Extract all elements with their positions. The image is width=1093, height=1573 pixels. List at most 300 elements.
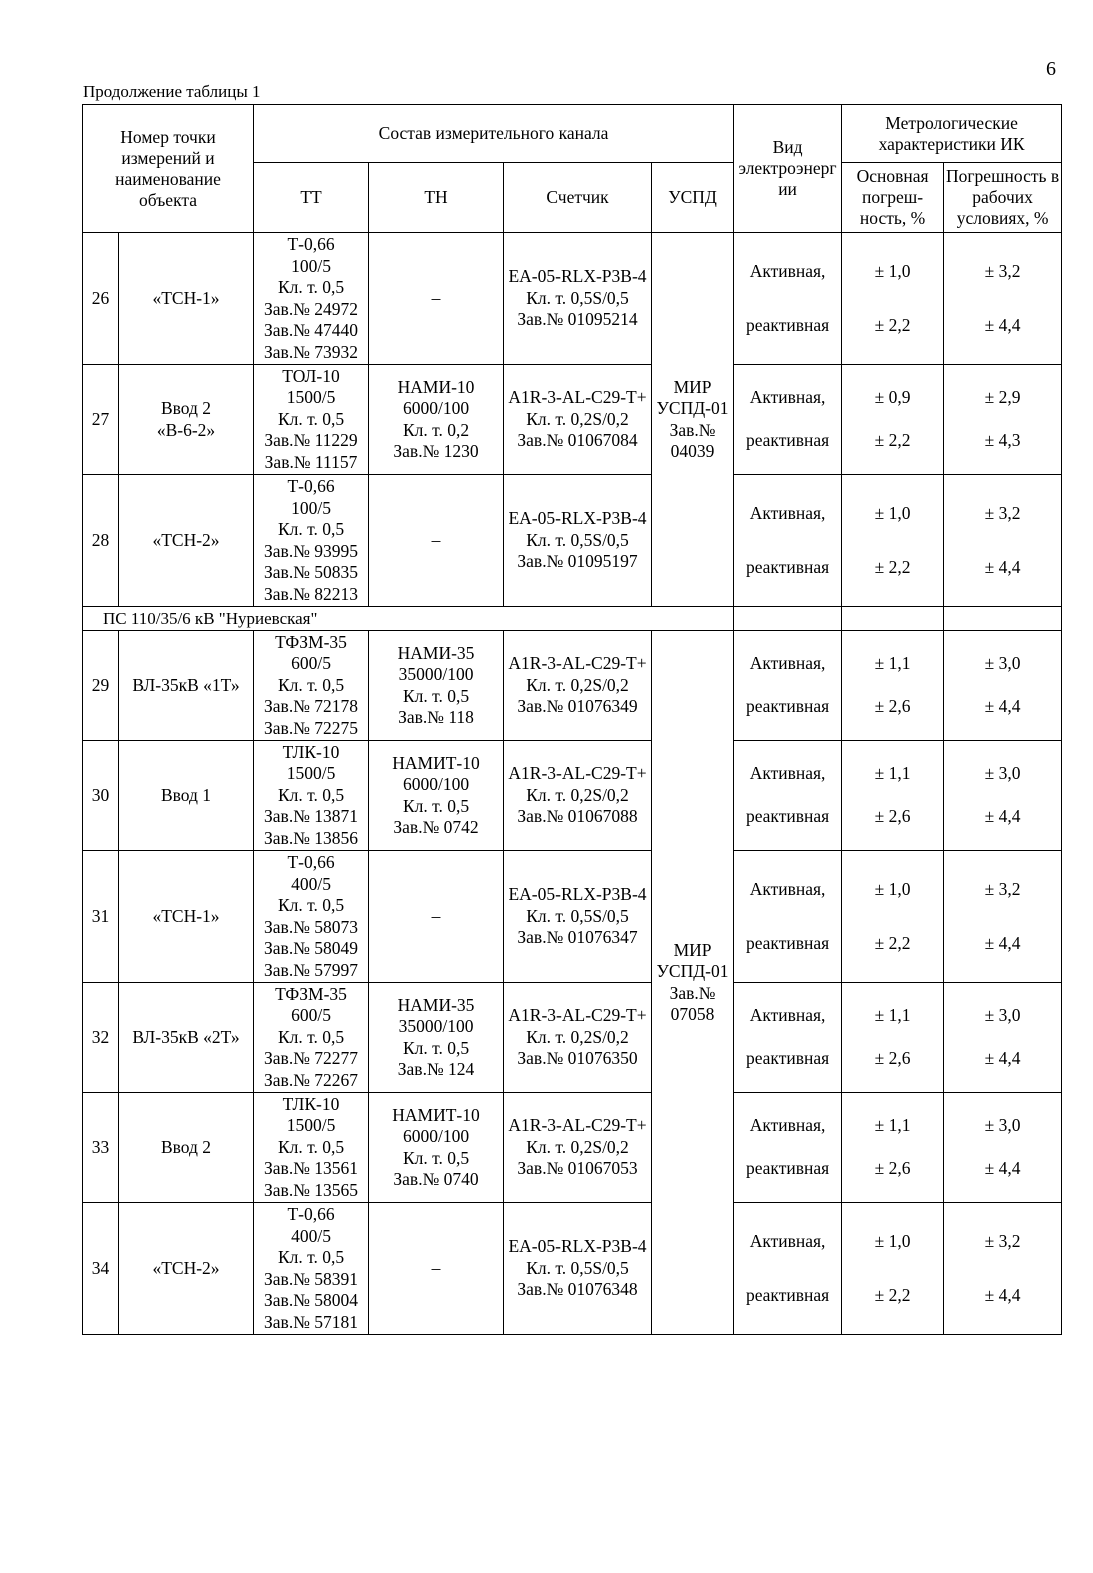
- cell-line: Кл. т. 0,5: [402, 1147, 470, 1168]
- cell-line: Зав.№ 13565: [264, 1179, 359, 1200]
- value: реактивная: [745, 696, 830, 717]
- value-pair: [944, 863, 1061, 971]
- cell-line: «ТСН-2»: [152, 529, 220, 550]
- header-uspd: УСПД: [652, 163, 734, 233]
- energy-type-cell: [734, 741, 842, 851]
- value: Активная,: [749, 763, 826, 784]
- header-row-1: [83, 105, 1062, 163]
- cell-line: НАМИТ-10: [392, 1104, 480, 1125]
- cell-line: Зав.№ 58073: [264, 916, 359, 937]
- cell-line: Кл. т. 0,5S/0,5: [526, 905, 629, 926]
- cell-line: Зав.№ 0740: [393, 1169, 479, 1189]
- cell-line: 1500/5: [286, 763, 336, 784]
- value-pair: [944, 1215, 1061, 1323]
- value-pair: [944, 1105, 1061, 1191]
- value-pair: [842, 643, 943, 729]
- energy-blank-cell: [734, 607, 842, 631]
- meter-cell: [504, 233, 652, 365]
- cell-line: Кл. т. 0,2S/0,2: [526, 784, 629, 805]
- value: ± 4,4: [984, 1158, 1021, 1179]
- cell-line: Кл. т. 0,5S/0,5: [526, 287, 629, 308]
- table-row: [83, 1203, 1062, 1335]
- cell-line: ВЛ-35кВ «2Т»: [132, 1026, 240, 1047]
- tn-cell: [369, 741, 504, 851]
- cell-line: ТФЗМ-35: [275, 631, 347, 652]
- cell-line: Зав.№ 01067088: [517, 806, 638, 827]
- meter-cell: [504, 475, 652, 607]
- cell-line: А1R-3-AL-C29-T+: [508, 653, 647, 674]
- energy-type-cell: [734, 365, 842, 475]
- value: ± 3,0: [984, 763, 1021, 784]
- point-number: 29: [83, 631, 119, 741]
- energy-type-cell: [734, 233, 842, 365]
- point-name: [119, 631, 254, 741]
- value-pair: [734, 643, 841, 729]
- basic-error-cell: [842, 983, 944, 1093]
- cell-line: Зав.№ 01095197: [517, 551, 638, 572]
- value: Активная,: [749, 1005, 826, 1026]
- work-error-cell: [944, 741, 1062, 851]
- value-pair: [944, 377, 1061, 463]
- cell-line: Зав.№ 72178: [264, 696, 359, 717]
- value: ± 2,6: [874, 696, 911, 717]
- cell-line: 600/5: [291, 653, 331, 674]
- energy-type-cell: [734, 1203, 842, 1335]
- point-number: 27: [83, 365, 119, 475]
- basic-error-cell: [842, 475, 944, 607]
- point-number: 32: [83, 983, 119, 1093]
- meter-cell: [504, 1093, 652, 1203]
- tn-cell: [369, 983, 504, 1093]
- cell-line: НАМИ-10: [397, 376, 475, 397]
- value-pair: [944, 487, 1061, 595]
- cell-line: Зав.№ 72275: [264, 717, 359, 738]
- cell-line: 6000/100: [402, 398, 470, 418]
- cell-line: 35000/100: [398, 664, 474, 684]
- cell-line: 07058: [670, 1004, 715, 1024]
- cell-line: «В-6-2»: [156, 419, 216, 440]
- header-basic-error: Основная погреш- ность, %: [842, 163, 944, 233]
- cell-line: Зав.№ 01067084: [517, 430, 638, 451]
- value: реактивная: [745, 932, 830, 953]
- tn-cell: [369, 631, 504, 741]
- value: ± 1,0: [874, 878, 911, 899]
- value-pair: [734, 863, 841, 971]
- value-pair: [842, 995, 943, 1081]
- page-number: 6: [1046, 58, 1056, 80]
- cell-line: 1500/5: [286, 1115, 336, 1136]
- value: ± 0,9: [874, 387, 911, 408]
- cell-line: Зав.№: [669, 982, 716, 1003]
- value-pair: [734, 1105, 841, 1191]
- value-pair: [734, 377, 841, 463]
- value: ± 3,0: [984, 1005, 1021, 1026]
- cell-line: ЕА-05-RLX-Р3В-4: [508, 1236, 647, 1257]
- cell-line: 6000/100: [402, 774, 470, 794]
- point-name: [119, 1093, 254, 1203]
- point-name: [119, 365, 254, 475]
- value: ± 2,2: [874, 932, 911, 953]
- cell-line: Зав.№ 01095214: [517, 309, 638, 330]
- value: Активная,: [749, 1115, 826, 1136]
- cell-line: Зав.№ 01076348: [517, 1279, 638, 1300]
- cell-line: «ТСН-1»: [152, 287, 220, 308]
- cell-line: 1500/5: [286, 387, 336, 408]
- cell-line: «ТСН-1»: [152, 905, 220, 926]
- value: ± 4,4: [984, 1048, 1021, 1069]
- cell-line: Кл. т. 0,5: [402, 685, 470, 706]
- cell-line: 35000/100: [398, 1016, 474, 1036]
- value: ± 4,4: [984, 932, 1021, 953]
- tt-cell: [254, 741, 369, 851]
- cell-line: Кл. т. 0,2S/0,2: [526, 408, 629, 429]
- cell-line: Зав.№ 01076347: [517, 927, 638, 948]
- cell-line: Зав.№ 82213: [264, 583, 359, 604]
- value: ± 3,0: [984, 1115, 1021, 1136]
- meter-cell: [504, 365, 652, 475]
- value: реактивная: [745, 430, 830, 451]
- work-error-cell: [944, 365, 1062, 475]
- value: Активная,: [749, 502, 826, 523]
- section-label: ПС 110/35/6 кВ "Нуриевская": [83, 607, 734, 631]
- cell-line: Зав.№ 93995: [264, 540, 359, 561]
- table-row: [83, 741, 1062, 851]
- table-row: [83, 983, 1062, 1093]
- tt-cell: [254, 631, 369, 741]
- header-work-error: Погрешность в рабочих условиях, %: [944, 163, 1062, 233]
- energy-type-cell: [734, 851, 842, 983]
- cell-line: –: [431, 905, 441, 926]
- value: ± 1,0: [874, 502, 911, 523]
- cell-line: –: [431, 1257, 441, 1278]
- cell-line: Т-0,66: [287, 234, 335, 254]
- cell-line: Зав.№ 1230: [393, 441, 479, 461]
- tt-cell: [254, 233, 369, 365]
- value-pair: [734, 1215, 841, 1323]
- cell-line: УСПД-01: [656, 398, 729, 418]
- cell-line: Кл. т. 0,5: [277, 1136, 345, 1157]
- point-number: 33: [83, 1093, 119, 1203]
- header-energy-type: Вид электроэнерг ии: [734, 105, 842, 233]
- cell-line: 04039: [670, 441, 715, 461]
- value: ± 1,1: [874, 1005, 911, 1026]
- cell-line: НАМИ-35: [397, 994, 475, 1015]
- value-pair: [944, 643, 1061, 729]
- value: ± 2,2: [874, 314, 911, 335]
- value-pair: [944, 995, 1061, 1081]
- value-pair: [842, 753, 943, 839]
- basic-error-cell: [842, 741, 944, 851]
- cell-line: Ввод 2: [160, 1136, 212, 1157]
- cell-line: ТФЗМ-35: [275, 983, 347, 1004]
- cell-line: Кл. т. 0,5: [277, 408, 345, 429]
- value: ± 4,4: [984, 314, 1021, 335]
- tt-cell: [254, 365, 369, 475]
- value: ± 1,1: [874, 1115, 911, 1136]
- cell-line: ВЛ-35кВ «1Т»: [132, 674, 240, 695]
- cell-line: Зав.№ 01076350: [517, 1048, 638, 1069]
- header-metrology: Метрологические характеристики ИК: [842, 105, 1062, 163]
- value: ± 2,2: [874, 1284, 911, 1305]
- value: ± 2,2: [874, 556, 911, 577]
- table-row: [83, 851, 1062, 983]
- measurement-table: [82, 104, 1062, 1335]
- value: ± 3,0: [984, 653, 1021, 674]
- tt-cell: [254, 1093, 369, 1203]
- cell-line: 400/5: [291, 1225, 331, 1246]
- cell-line: Ввод 2: [160, 398, 212, 418]
- point-number: 26: [83, 233, 119, 365]
- value: ± 4,4: [984, 806, 1021, 827]
- cell-line: ЕА-05-RLX-Р3В-4: [508, 884, 647, 905]
- work-error-cell: [944, 851, 1062, 983]
- value: ± 3,2: [984, 1230, 1021, 1251]
- value: ± 4,4: [984, 1284, 1021, 1305]
- cell-line: ТЛК-10: [282, 1093, 340, 1114]
- point-number: 28: [83, 475, 119, 607]
- cell-line: Зав.№ 01076349: [517, 696, 638, 717]
- cell-line: Т-0,66: [287, 852, 335, 872]
- cell-line: Зав.№ 01067053: [517, 1158, 638, 1179]
- work-error-cell: [944, 631, 1062, 741]
- value: реактивная: [745, 1048, 830, 1069]
- table-row: [83, 475, 1062, 607]
- section-row: [83, 607, 1062, 631]
- cell-line: 100/5: [291, 497, 331, 518]
- cell-line: Кл. т. 0,5: [277, 519, 345, 539]
- cell-line: Т-0,66: [287, 476, 335, 496]
- cell-line: Кл. т. 0,5: [277, 1026, 345, 1047]
- value-pair: [842, 245, 943, 353]
- value: ± 4,4: [984, 696, 1021, 717]
- tn-cell: [369, 1203, 504, 1335]
- basic-error-cell: [842, 365, 944, 475]
- point-name: [119, 983, 254, 1093]
- header-channel: Состав измерительного канала: [254, 105, 734, 163]
- cell-line: Зав.№ 47440: [264, 320, 359, 340]
- table-row: [83, 365, 1062, 475]
- meter-cell: [504, 741, 652, 851]
- work-error-cell: [944, 983, 1062, 1093]
- value: ± 3,2: [984, 260, 1021, 281]
- tt-cell: [254, 1203, 369, 1335]
- work-error-cell: [944, 1203, 1062, 1335]
- cell-line: Зав.№ 24972: [264, 298, 359, 319]
- tn-cell: [369, 475, 504, 607]
- point-name: [119, 741, 254, 851]
- value-pair: [842, 1105, 943, 1191]
- cell-line: Зав.№ 72277: [264, 1048, 359, 1069]
- value-pair: [842, 377, 943, 463]
- value: реактивная: [745, 556, 830, 577]
- tt-cell: [254, 851, 369, 983]
- metro-blank-cell: [944, 607, 1062, 631]
- cell-line: Зав.№ 50835: [264, 562, 359, 582]
- tt-cell: [254, 475, 369, 607]
- cell-line: Зав.№: [669, 419, 716, 440]
- tt-cell: [254, 983, 369, 1093]
- value: реактивная: [745, 314, 830, 335]
- cell-line: УСПД-01: [656, 961, 729, 981]
- tn-cell: [369, 233, 504, 365]
- cell-line: ЕА-05-RLX-Р3В-4: [508, 266, 647, 287]
- energy-type-cell: [734, 983, 842, 1093]
- cell-line: Кл. т. 0,5S/0,5: [526, 529, 629, 550]
- cell-line: Зав.№ 124: [397, 1059, 475, 1079]
- cell-line: «ТСН-2»: [152, 1257, 220, 1278]
- meter-cell: [504, 851, 652, 983]
- basic-error-cell: [842, 631, 944, 741]
- value: ± 4,4: [984, 556, 1021, 577]
- work-error-cell: [944, 233, 1062, 365]
- cell-line: ТОЛ-10: [282, 365, 340, 386]
- uspd-cell: [652, 233, 734, 607]
- cell-line: А1R-3-AL-C29-T+: [508, 1115, 647, 1136]
- value: ± 3,2: [984, 878, 1021, 899]
- table-caption: Продолжение таблицы 1: [83, 82, 261, 101]
- table-row: [83, 631, 1062, 741]
- value: ± 1,1: [874, 653, 911, 674]
- cell-line: Кл. т. 0,5: [402, 1037, 470, 1058]
- cell-line: 6000/100: [402, 1126, 470, 1146]
- cell-line: Зав.№ 0742: [393, 817, 479, 837]
- value: ± 1,0: [874, 1230, 911, 1251]
- value-pair: [842, 863, 943, 971]
- value-pair: [944, 245, 1061, 353]
- value-pair: [734, 753, 841, 839]
- point-name: [119, 851, 254, 983]
- cell-line: Кл. т. 0,5S/0,5: [526, 1257, 629, 1278]
- cell-line: Зав.№ 11157: [264, 451, 358, 472]
- tn-cell: [369, 1093, 504, 1203]
- cell-line: Кл. т. 0,2S/0,2: [526, 1026, 629, 1047]
- cell-line: Кл. т. 0,5: [277, 784, 345, 805]
- cell-line: ЕА-05-RLX-Р3В-4: [508, 508, 647, 529]
- cell-line: Зав.№ 72267: [264, 1069, 359, 1090]
- value: Активная,: [749, 1230, 826, 1251]
- cell-line: Ввод 1: [160, 784, 212, 805]
- cell-line: –: [431, 529, 441, 550]
- table-row: [83, 1093, 1062, 1203]
- cell-line: Кл. т. 0,2: [402, 419, 470, 440]
- value: ± 3,2: [984, 502, 1021, 523]
- value: Активная,: [749, 260, 826, 281]
- value: реактивная: [745, 1284, 830, 1305]
- cell-line: МИР: [673, 376, 712, 397]
- cell-line: Зав.№ 13856: [264, 827, 359, 848]
- table-row: [83, 233, 1062, 365]
- basic-error-cell: [842, 1203, 944, 1335]
- energy-type-cell: [734, 475, 842, 607]
- header-point-name: Номер точки измерений и наименование объекта: [83, 105, 254, 233]
- cell-line: А1R-3-AL-C29-T+: [508, 1005, 647, 1026]
- value-pair: [734, 245, 841, 353]
- cell-line: НАМИТ-10: [392, 752, 480, 773]
- value-pair: [734, 995, 841, 1081]
- tn-cell: [369, 365, 504, 475]
- cell-line: Зав.№ 58391: [264, 1268, 359, 1289]
- tn-cell: [369, 851, 504, 983]
- cell-line: Кл. т. 0,2S/0,2: [526, 674, 629, 695]
- cell-line: Зав.№ 58004: [264, 1290, 359, 1310]
- cell-line: 400/5: [291, 873, 331, 894]
- cell-line: Зав.№ 13871: [264, 806, 359, 827]
- value: ± 2,6: [874, 1048, 911, 1069]
- header-tt: ТТ: [254, 163, 369, 233]
- value: ± 1,1: [874, 763, 911, 784]
- basic-error-cell: [842, 851, 944, 983]
- value: ± 2,2: [874, 430, 911, 451]
- value: реактивная: [745, 806, 830, 827]
- point-number: 34: [83, 1203, 119, 1335]
- cell-line: Кл. т. 0,5: [277, 1247, 345, 1267]
- point-name: [119, 1203, 254, 1335]
- value: ± 2,6: [874, 806, 911, 827]
- basic-error-cell: [842, 1093, 944, 1203]
- energy-type-cell: [734, 631, 842, 741]
- cell-line: Зав.№ 13561: [264, 1158, 359, 1179]
- point-name: [119, 233, 254, 365]
- value-pair: [842, 1215, 943, 1323]
- value: ± 2,9: [984, 387, 1021, 408]
- work-error-cell: [944, 1093, 1062, 1203]
- value: Активная,: [749, 653, 826, 674]
- header-meter: Счетчик: [504, 163, 652, 233]
- cell-line: А1R-3-AL-C29-T+: [508, 387, 647, 408]
- cell-line: Т-0,66: [287, 1204, 335, 1224]
- cell-line: Зав.№ 11229: [264, 430, 358, 451]
- cell-line: Зав.№ 73932: [264, 341, 359, 362]
- cell-line: Зав.№ 58049: [264, 938, 359, 958]
- cell-line: А1R-3-AL-C29-T+: [508, 763, 647, 784]
- point-name: [119, 475, 254, 607]
- cell-line: 100/5: [291, 255, 331, 276]
- value: Активная,: [749, 387, 826, 408]
- meter-cell: [504, 983, 652, 1093]
- cell-line: Кл. т. 0,5: [277, 277, 345, 297]
- cell-line: –: [431, 287, 441, 308]
- header-tn: ТН: [369, 163, 504, 233]
- point-number: 31: [83, 851, 119, 983]
- value: Активная,: [749, 878, 826, 899]
- value-pair: [734, 487, 841, 595]
- cell-line: ТЛК-10: [282, 741, 340, 762]
- cell-line: Зав.№ 57997: [264, 959, 359, 980]
- cell-line: Кл. т. 0,5: [402, 795, 470, 816]
- cell-line: Зав.№ 118: [398, 707, 474, 727]
- cell-line: НАМИ-35: [397, 642, 475, 663]
- uspd-cell: [652, 631, 734, 1335]
- cell-line: Зав.№ 57181: [264, 1311, 359, 1332]
- cell-line: 600/5: [291, 1005, 331, 1026]
- metro-blank-cell: [842, 607, 944, 631]
- point-number: 30: [83, 741, 119, 851]
- cell-line: Кл. т. 0,5: [277, 895, 345, 915]
- cell-line: МИР: [673, 939, 712, 960]
- value: ± 2,6: [874, 1158, 911, 1179]
- meter-cell: [504, 1203, 652, 1335]
- basic-error-cell: [842, 233, 944, 365]
- value: ± 1,0: [874, 260, 911, 281]
- work-error-cell: [944, 475, 1062, 607]
- value: ± 4,3: [984, 430, 1021, 451]
- cell-line: Кл. т. 0,2S/0,2: [526, 1136, 629, 1157]
- value-pair: [842, 487, 943, 595]
- value-pair: [944, 753, 1061, 839]
- meter-cell: [504, 631, 652, 741]
- cell-line: Кл. т. 0,5: [277, 674, 345, 695]
- value: реактивная: [745, 1158, 830, 1179]
